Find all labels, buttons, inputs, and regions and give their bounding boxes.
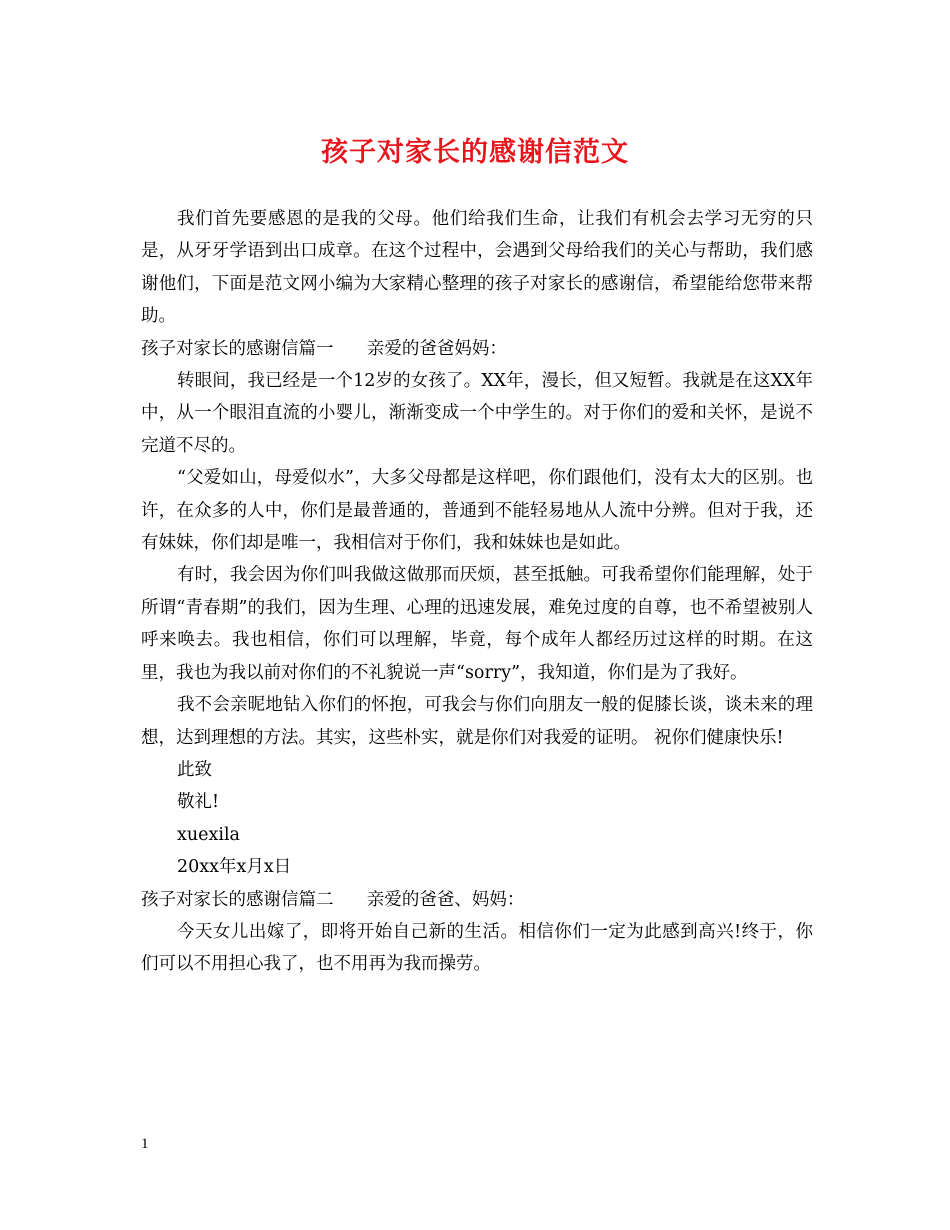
document-body [141, 203, 813, 981]
letter1-heading-line [141, 333, 813, 365]
letter2-heading: 孩子对家长的感谢信篇二 [141, 889, 334, 910]
letter2-heading-line [141, 884, 813, 916]
letter1-paragraph: 转眼间，我已经是一个12岁的女孩了。XX年，漫长，但又短暂。我就是在这XX年中，从一个眼泪直流的小婴儿，渐渐变成一个中学生的。对于你们的爱和关怀，是说不完道不尽的。 [141, 371, 813, 456]
intro-paragraph: 我们首先要感恩的是我的父母。他们给我们生命，让我们有机会去学习无穷的只是，从牙牙学语到出口成章。在这个过程中，会遇到父母给我们的关心与帮助，我们感谢他们，下面是范文网小编为大家精心整理的孩子对家长的感谢信，希望能给您带来帮助。 [141, 209, 813, 327]
letter1-closing-1: 此致 [177, 759, 212, 780]
letter1-salutation: 亲爱的爸爸妈妈： [366, 338, 507, 359]
letter1-date: 20xx年x月x日 [177, 857, 292, 878]
page-title: 孩子对家长的感谢信范文 [321, 137, 629, 168]
letter1-paragraph: 有时，我会因为你们叫我做这做那而厌烦，甚至抵触。可我希望你们能理解，处于所谓“青春期”的我们，因为生理、心理的迅速发展，难免过度的自尊，也不希望被别人呼来唤去。我也相信，你们可以理解，毕竟，每个成年人都经历过这样的时期。在这里，我也为我以前对你们的不礼貌说一声“sorry”，我知道，你们是为了我好。 [141, 565, 813, 683]
letter1-heading: 孩子对家长的感谢信篇一 [141, 338, 334, 359]
letter1-paragraph: 我不会亲昵地钻入你们的怀抱，可我会与你们向朋友一般的促膝长谈，谈未来的理想，达到理想的方法。其实，这些朴实，就是你们对我爱的证明。 祝你们健康快乐! [141, 695, 813, 748]
page-number: 1 [141, 1136, 149, 1152]
letter1-paragraph: “父爱如山，母爱似水”，大多父母都是这样吧，你们跟他们，没有太大的区别。也许，在众多的人中，你们是最普通的，普通到不能轻易地从人流中分辨。但对于我，还有妹妹，你们却是唯一，我相信对于你们，我和妹妹也是如此。 [141, 468, 813, 554]
letter2-salutation: 亲爱的爸爸、妈妈： [366, 889, 525, 910]
letter2-paragraph: 今天女儿出嫁了，即将开始自己新的生活。相信你们一定为此感到高兴!终于，你们可以不用担心我了，也不用再为我而操劳。 [141, 921, 813, 975]
letter1-closing-2: 敬礼! [177, 792, 220, 813]
letter1-signature: xuexila [177, 824, 240, 845]
